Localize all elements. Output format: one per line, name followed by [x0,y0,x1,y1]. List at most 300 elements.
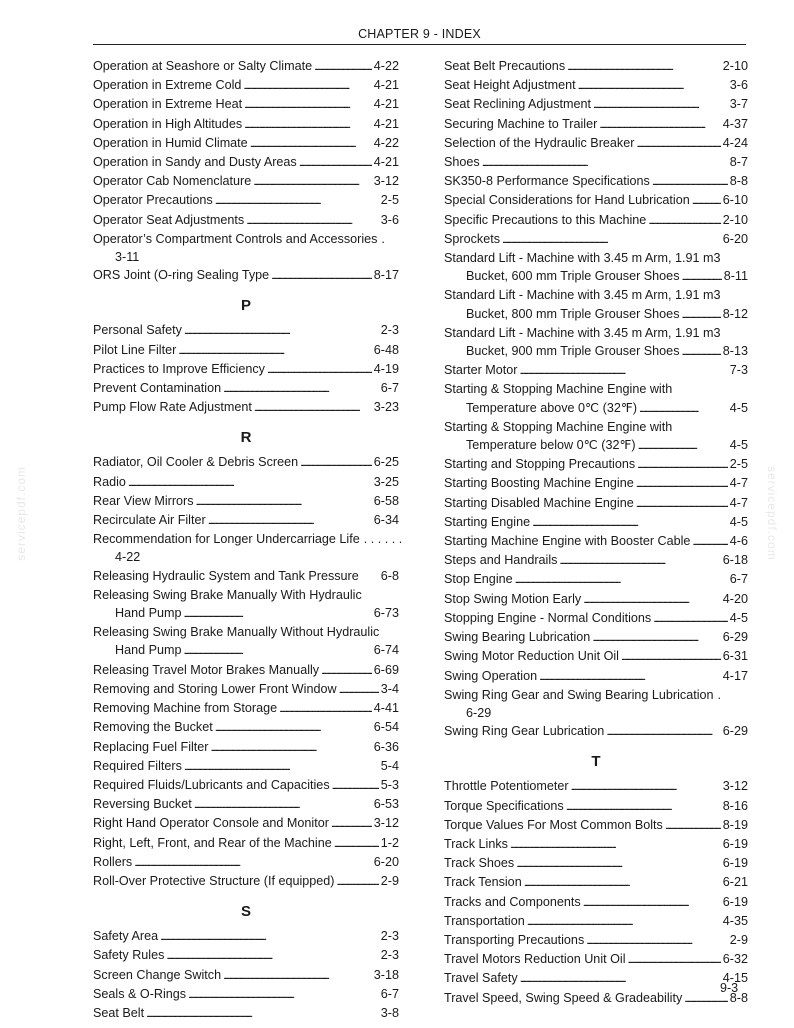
entry-page: 4-20 [722,591,748,606]
entry-label: Operation in Sandy and Dusty Areas [93,155,297,170]
entry-label: Operator Precautions [93,193,213,208]
entry-label: Seat Belt Precautions [444,59,566,73]
index-entry [444,777,748,796]
watermark-right: servicepdf.com [765,466,779,561]
entry-line2 [444,267,748,286]
index-entry [444,647,748,666]
entry-label: Specific Precautions to this Machine [444,212,647,227]
entry-page: 4-5 [729,400,748,415]
dot-leader [215,191,379,210]
dot-leader [146,1004,379,1023]
dot-leader [559,551,720,570]
entry-page: 8-8 [729,990,748,1005]
dot-leader [510,835,721,854]
index-entry [444,286,748,323]
index-entry [444,361,748,380]
dot-leader [515,570,728,589]
entry-page: 4-5 [729,438,748,453]
index-entry [444,686,748,722]
dot-leader [638,436,728,455]
entry-label: Reversing Bucket [93,797,192,812]
entry-label: Operation in High Altitudes [93,116,243,131]
index-entry [444,324,748,361]
entry-page: 2-3 [380,323,399,338]
entry-label: Selection of the Hydraulic Breaker [444,135,635,150]
dot-leader [160,927,379,946]
entry-page: 6-19 [722,894,748,909]
dot-leader [566,797,721,816]
index-entry [93,680,399,699]
entry-page: 8-16 [722,798,748,813]
index-entry [93,473,399,492]
index-entry [93,623,399,660]
dot-leader [128,473,372,492]
entry-label: Tracks and Components [444,894,581,909]
entry-label: Seals & O-Rings [93,986,187,1001]
entry-label: Standard Lift - Machine with 3.45 m Arm, 1.91 m3 [444,325,721,340]
entry-page: 6-36 [373,739,399,754]
entry-label: Starting Machine Engine with Booster Cable [444,534,691,549]
entry-label: Swing Operation [444,668,538,683]
index-entry [93,795,399,814]
index-entry [93,321,399,340]
entry-label: Operator Cab Nomenclature [93,174,252,189]
entry-label: Safety Area [93,929,159,944]
index-entry [444,95,748,114]
entry-label: Starting and Stopping Precautions [444,457,636,472]
entry-label: Releasing Travel Motor Brakes Manually [93,662,320,677]
entry-label: Torque Specifications [444,798,564,813]
dot-leader [300,453,372,472]
index-entry [444,950,748,969]
index-entry [93,341,399,360]
dot-leader [648,211,720,230]
index-entry [444,797,748,816]
entry-line2 [93,641,399,660]
entry-label: Practices to Improve Efficiency [93,361,265,376]
entry-page: 4-5 [729,514,748,529]
entry-label: Recirculate Air Filter [93,513,206,528]
entry-label: Personal Safety [93,323,182,338]
index-entry [444,912,748,931]
entry-label: Stop Swing Motion Early [444,591,582,606]
index-entry [93,530,403,566]
dot-leader [571,777,721,796]
dot-leader [502,230,721,249]
index-entry [93,1004,399,1023]
entry-page: 4-22 [373,59,399,73]
dot-leader [184,321,379,340]
entry-line2 [444,436,748,455]
index-entry [93,985,399,1004]
entry-page: 6-19 [722,836,748,851]
index-entry [444,854,748,873]
entry-label: ORS Joint (O-ring Sealing Type [93,268,270,283]
entry-label: Roll-Over Protective Structure (If equipped) [93,873,335,888]
entry-label: Special Considerations for Hand Lubrication [444,193,690,208]
dot-leader [532,513,728,532]
entry-label: Starting & Stopping Machine Engine with [444,382,673,397]
index-entry [93,718,399,737]
dot-leader [246,211,379,230]
entry-page: 8-7 [729,155,748,170]
entry-label: Right Hand Operator Console and Monitor [93,816,329,831]
index-entry [93,57,399,76]
entry-page: 2-5 [729,457,748,472]
entry-page: 6-10 [722,193,748,208]
entry-label: Required Filters [93,758,182,773]
index-entry [444,969,748,988]
dot-leader [331,814,372,833]
index-entry [93,211,399,230]
entry-label: Rollers [93,854,133,869]
index-entry [444,513,748,532]
entry-label: Releasing Swing Brake Manually With Hydraulic [93,587,362,602]
entry-label: Travel Speed, Swing Speed & Gradeability [444,990,683,1005]
dot-leader [254,398,372,417]
entry-label: Required Fluids/Lubricants and Capacities [93,777,330,792]
entry-label: Starting Engine [444,514,531,529]
entry-label: Track Tension [444,875,522,890]
entry-label: Removing and Storing Lower Front Window [93,681,337,696]
entry-page: 3-23 [373,400,399,415]
index-entry [444,455,748,474]
index-entry [93,966,399,985]
index-entry [93,776,399,795]
dot-leader [184,604,372,623]
entry-page: 6-8 [380,568,399,583]
dot-leader [592,628,720,647]
entry-label-continued: Temperature above 0℃ (32℉) [466,400,638,415]
entry-label: Removing the Bucket [93,720,213,735]
index-column-right [444,57,748,1008]
entry-page: 4-21 [373,78,399,93]
dot-leader [520,969,721,988]
index-entry [93,738,399,757]
dot-leader [267,360,372,379]
entry-page: 2-9 [729,932,748,947]
index-entry [444,230,748,249]
entry-page: 6-32 [722,952,748,967]
dot-leader [244,95,372,114]
index-entry [444,989,748,1008]
dot-leader [299,153,372,172]
entry-line1 [93,530,403,548]
entry-page: 3-12 [722,779,748,794]
dot-leader [336,872,378,891]
index-entry [444,134,748,153]
section-letter: S [240,903,251,921]
entry-page: 4-6 [729,534,748,549]
entry-label-continued: Bucket, 900 mm Triple Grouser Shoes [466,344,680,359]
entry-label: Swing Bearing Lubrication [444,630,591,645]
entry-label: Safety Rules [93,948,165,963]
entry-label: Operation in Humid Climate [93,135,248,150]
dot-leader [134,853,372,872]
dot-leader [184,641,372,660]
index-entry [93,511,399,530]
entry-label: Radiator, Oil Cooler & Debris Screen [93,455,299,470]
index-entry [444,191,748,210]
watermark-left: servicepdf.com [14,466,28,561]
entry-page: 6-7 [380,986,399,1001]
index-entry [444,211,748,230]
index-entry [444,418,748,455]
entry-page: 3-18 [373,967,399,982]
index-entry [93,134,399,153]
entry-page: 4-7 [729,495,748,510]
index-entry [93,453,399,472]
entry-page: 3-6 [729,78,748,93]
index-entry [444,172,748,191]
entry-label: Shoes [444,155,480,170]
index-entry [444,931,748,950]
dot-leader: . [381,231,385,246]
entry-page: 2-5 [380,193,399,208]
dot-leader [253,172,372,191]
dot-leader [682,267,722,286]
entry-label: Swing Ring Gear and Swing Bearing Lubrication [444,687,714,702]
index-entry [93,586,399,623]
entry-line2 [444,305,748,324]
index-entry [444,494,748,513]
entry-page: 4-37 [722,116,748,131]
entry-label: Stopping Engine - Normal Conditions [444,610,652,625]
entry-label: Securing Machine to Trailer [444,116,598,131]
entry-label: Starter Motor [444,363,518,378]
entry-label: Starting Boosting Machine Engine [444,476,634,491]
index-entry [444,532,748,551]
entry-page: 6-34 [373,513,399,528]
entry-page: 6-29 [722,630,748,645]
entry-page: 4-15 [722,971,748,986]
entry-page: 8-8 [729,174,748,189]
dot-leader [208,511,372,530]
dot-leader [682,342,721,361]
entry-line2 [93,604,399,623]
dot-leader [636,134,720,153]
entry-label-continued: Hand Pump [115,643,182,658]
dot-leader [321,661,372,680]
entry-page: 4-7 [729,476,748,491]
entry-page: 3-7 [729,97,748,112]
entry-page: 6-20 [722,231,748,246]
entry-page: 3-11 [115,250,140,265]
entry-label: Operator Seat Adjustments [93,212,245,227]
entry-page: 4-21 [373,116,399,131]
dot-leader [271,266,372,285]
entry-page: 6-29 [466,705,492,720]
entry-page: 4-21 [373,97,399,112]
index-entry [444,570,748,589]
dot-leader [586,931,728,950]
entry-label: Seat Height Adjustment [444,78,576,93]
entry-page: 6-74 [373,643,399,658]
entry-page: 4-21 [373,155,399,170]
entry-page: 6-20 [373,854,399,869]
dot-leader [578,76,728,95]
entry-page: 4-24 [722,135,748,150]
index-entry [93,567,399,586]
entry-label: Seat Belt [93,1005,145,1020]
entry-label: Removing Machine from Storage [93,701,278,716]
index-entry [93,834,399,853]
dot-leader [334,834,379,853]
index-entry [93,946,399,965]
dot-leader [637,455,728,474]
entry-line2 [444,342,748,361]
index-entry [93,153,399,172]
dot-leader [339,680,379,699]
entry-label-continued: Bucket, 800 mm Triple Grouser Shoes [466,306,680,321]
index-entry [444,835,748,854]
entry-page: 2-9 [380,873,399,888]
dot-leader [692,191,721,210]
entry-label: Track Links [444,836,508,851]
index-entry [444,551,748,570]
dot-leader [682,305,721,324]
dot-leader [527,912,721,931]
dot-leader [196,492,372,511]
index-entry [93,927,399,946]
dot-leader [639,399,728,418]
dot-leader [188,985,379,1004]
entry-page: 8-17 [373,268,399,283]
entry-page: 3-25 [373,474,399,489]
index-entry [444,816,748,835]
entry-label: Releasing Hydraulic System and Tank Pressure [93,568,359,583]
entry-label: Starting & Stopping Machine Engine with [444,419,673,434]
entry-page: 8-12 [722,306,748,321]
dot-leader [244,115,372,134]
entry-page: 4-22 [115,550,141,565]
index-entry [93,230,399,266]
entry-label: Stop Engine [444,572,513,587]
entry-label: Sprockets [444,231,500,246]
entry-label: Swing Motor Reduction Unit Oil [444,649,619,664]
dot-leader [621,647,721,666]
dot-leader [482,153,728,172]
entry-label: Operation in Extreme Heat [93,97,243,112]
entry-label: Seat Reclining Adjustment [444,97,592,112]
dot-leader: . . . . . . [363,532,403,547]
dot-leader [665,816,721,835]
entry-page: 6-18 [722,553,748,568]
dot-leader [178,341,371,360]
index-entry [93,360,399,379]
index-entry [444,380,748,417]
dot-leader [223,966,372,985]
entry-page: 6-25 [373,455,399,470]
entry-page: 8-11 [723,269,748,284]
index-entry [93,266,399,285]
index-entry [93,191,399,210]
entry-page: 3-8 [380,1005,399,1020]
dot-leader [519,361,727,380]
index-entry [444,628,748,647]
entry-page: 3-6 [380,212,399,227]
index-column-left [93,57,403,1023]
dot-leader [599,115,720,134]
dot-leader [636,494,728,513]
dot-leader [215,718,372,737]
dot-leader [250,134,372,153]
index-entry [93,661,399,680]
dot-leader [652,172,728,191]
index-entry [444,153,748,172]
index-entry [444,57,748,76]
index-entry [93,492,399,511]
entry-page: 6-21 [722,875,748,890]
index-entry [93,172,399,191]
entry-label: Standard Lift - Machine with 3.45 m Arm, 1.91 m3 [444,251,721,266]
entry-page: 3-12 [373,816,399,831]
entry-label: Travel Safety [444,971,518,986]
entry-page: 4-35 [722,913,748,928]
entry-page: 5-4 [380,758,399,773]
dot-leader [332,776,379,795]
entry-page: 2-3 [380,929,399,944]
entry-label: Replacing Fuel Filter [93,739,209,754]
dot-leader [593,95,728,114]
dot-leader [243,76,371,95]
dot-leader [636,474,728,493]
entry-page: 2-3 [380,948,399,963]
index-entry [444,722,748,741]
dot-leader [653,609,728,628]
entry-label: Pump Flow Rate Adjustment [93,400,252,415]
index-entry [93,757,399,776]
entry-label: Screen Change Switch [93,967,222,982]
index-entry [444,474,748,493]
dot-leader [692,532,727,551]
dot-leader [583,893,721,912]
entry-page: 8-13 [722,344,748,359]
index-entry [93,115,399,134]
entry-page: 4-17 [722,668,748,683]
entry-page: 1-2 [380,835,399,850]
entry-page: 6-69 [373,662,399,677]
dot-leader [539,667,721,686]
index-entry [444,609,748,628]
entry-page: 6-53 [373,797,399,812]
dot-leader [628,950,721,969]
entry-label: Steps and Handrails [444,553,558,568]
entry-label: Recommendation for Longer Undercarriage Life [93,532,360,547]
dot-leader [314,57,372,76]
entry-label-continued: Temperature below 0℃ (32℉) [466,438,636,453]
dot-leader [166,946,378,965]
dot-leader [223,379,379,398]
entry-label: Standard Lift - Machine with 3.45 m Arm, 1.91 m3 [444,288,721,303]
entry-label: Pilot Line Filter [93,342,177,357]
index-entry [93,379,399,398]
entry-label: Transportation [444,913,525,928]
dot-leader [184,757,379,776]
entry-label-continued: Bucket, 600 mm Triple Grouser Shoes [466,269,680,284]
entry-label: Radio [93,474,126,489]
dot-leader [606,722,720,741]
entry-label: Swing Ring Gear Lubrication [444,724,605,739]
entry-page: 3-12 [373,174,399,189]
index-entry [93,699,399,718]
entry-label: Transporting Precautions [444,932,585,947]
entry-label: Starting Disabled Machine Engine [444,495,634,510]
entry-page: 8-19 [722,817,748,832]
dot-leader [194,795,372,814]
entry-label: Right, Left, Front, and Rear of the Machine [93,835,332,850]
entry-page: 6-73 [373,606,399,621]
